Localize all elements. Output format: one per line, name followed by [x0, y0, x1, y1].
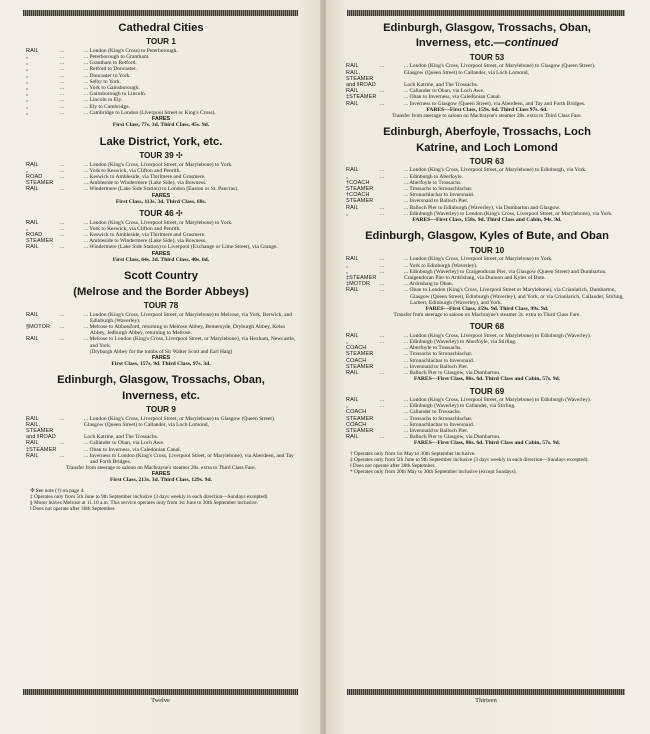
travel-mode: STEAMER	[346, 363, 374, 370]
fares-label: FARES	[151, 471, 171, 478]
leader-dots: ...	[380, 403, 385, 410]
tour-number: TOUR 1	[146, 37, 176, 47]
route-description: ... Ambleside to Windermere (Lake Side), via Bowness.	[84, 180, 207, 187]
travel-mode: RAIL	[26, 161, 39, 168]
route-description: ... Stronachlachar to Inversnaid.	[404, 357, 475, 364]
footnote: § Motor leaves Melrose at 11.10 a.m. This service operates only from 1st June to 30th September inclusive.	[30, 499, 258, 506]
travel-mode: ‡STEAMER	[26, 446, 57, 453]
route-row	[26, 186, 296, 192]
travel-mode: RAIL	[346, 100, 359, 107]
route-description: ... London (King's Cross, Liverpool Street, or Marylebone) to Melrose, via York, Berwick, and Edinburgh (Waverley).	[84, 311, 293, 324]
route-description: ... Windermere (Lake Side Station) to London (Euston or St. Pancras).	[84, 186, 239, 193]
right-page-content	[346, 22, 628, 475]
leader-dots: ...	[380, 262, 385, 269]
travel-mode: „	[26, 66, 28, 73]
section-spacer	[26, 263, 296, 270]
fares-line: FARES—First Class, 159s. 6d. Third Class 97s. 6d.	[426, 106, 548, 113]
route-row	[26, 336, 296, 348]
route-row	[26, 324, 296, 336]
page-number: Twelve	[151, 697, 170, 704]
route-description: ... London (King's Cross, Liverpool Street, or Marylebone) to Glasgow (Queen Street).	[84, 415, 276, 422]
travel-mode: RAIL	[346, 63, 359, 70]
travel-mode: „	[26, 167, 28, 174]
travel-mode: STEAMER	[346, 198, 374, 205]
leader-dots: ...	[60, 173, 65, 180]
leader-dots: ...	[60, 311, 65, 318]
route-description: Glasgow (Queen Street) to Callander, via Loch Lomond,	[84, 421, 209, 428]
route-description: ... Melrose to London (King's Cross, Liverpool Street, or Marylebone), via Hexham, Newcastle, and York.	[84, 336, 296, 349]
leader-dots: ...	[60, 60, 65, 67]
route-row	[26, 312, 296, 324]
route-description: ... York to Keswick, via Clifton and Penrith.	[84, 167, 181, 174]
section-spacer	[26, 129, 296, 136]
leader-dots: ...	[380, 369, 385, 376]
tour-number: TOUR 53	[469, 52, 505, 62]
section-spacer	[346, 223, 628, 230]
heading-text: Inverness, etc.—	[415, 37, 505, 50]
travel-mode: COACH	[346, 409, 367, 416]
bottom-rule	[347, 689, 625, 695]
route-description: ... Inversnaid to Balloch Pier.	[404, 363, 469, 370]
travel-mode: ‡STEAMER	[346, 94, 377, 101]
travel-mode: ROAD	[26, 232, 43, 239]
route-description: Loch Katrine, and The Trossachs.	[84, 434, 159, 441]
leader-dots: ...	[60, 54, 65, 61]
travel-mode: RAIL	[346, 88, 359, 95]
leader-dots: ...	[380, 434, 385, 441]
section-heading: Lake District, York, etc.	[99, 135, 223, 148]
route-description: ... Edinburgh (Waverley) to Aberfoyle, via Stirling.	[404, 338, 517, 345]
route-description: ... Oban to Inverness, via Caledonian Canal.	[404, 94, 501, 101]
route-description: ... Trossachs to Stronachlachar.	[404, 351, 473, 358]
leader-dots: ...	[380, 287, 385, 294]
heading-text: Inverness, etc.	[122, 389, 200, 402]
travel-mode: RAIL	[26, 415, 39, 422]
route-description: ... Inverness to Glasgow (Queen Street), via Aberdeen, and Tay and Forth Bridges.	[404, 100, 586, 107]
travel-mode: „	[26, 54, 28, 61]
section-heading-line-2	[26, 390, 296, 403]
top-rule	[23, 10, 298, 16]
footnote: ‡ Operates only from 5th June to 9th September inclusive (3 days weekly in each direction—Sundays excepted)	[30, 493, 268, 500]
travel-mode: RAIL	[346, 204, 359, 211]
travel-mode: „	[26, 91, 28, 98]
route-row	[26, 244, 296, 250]
travel-mode: ‡MOTOR	[346, 281, 371, 288]
travel-mode: „	[26, 97, 28, 104]
leader-dots: ...	[60, 167, 65, 174]
section-heading-line-2	[346, 142, 628, 155]
route-description: ... Cambridge to London (Liverpool Street or King's Cross).	[84, 109, 216, 116]
section-heading-line-2	[26, 286, 296, 299]
route-description: Loch Katrine, and The Trossachs.	[404, 81, 479, 88]
travel-mode: RAIL	[26, 452, 39, 459]
tour-number: TOUR 78	[143, 301, 179, 311]
leader-dots: ...	[60, 186, 65, 193]
route-description: ... Callander to Oban, via Loch Awe.	[84, 440, 165, 447]
leader-dots: ...	[60, 66, 65, 73]
fares-label: FARES	[151, 116, 171, 123]
route-description: ... London (King's Cross) to Peterborough.	[84, 47, 178, 54]
route-description: Craigendoran Pier to Ardrishaig, via Dunoon and Kyles of Bute.	[404, 274, 546, 281]
footnote: ‖ Does not operate after 30th September.	[350, 462, 436, 469]
tour-number: TOUR 68	[469, 322, 505, 332]
tour-number: TOUR 46 ✣	[139, 209, 183, 219]
section-heading: Edinburgh, Glasgow, Trossachs, Oban,	[57, 374, 265, 387]
footnote: † Operates only from 1st May to 30th September inclusive.	[350, 450, 476, 457]
route-description: ... London (King's Cross, Liverpool Street, or Marylebone) to Edinburgh (Waverley).	[404, 332, 592, 339]
leader-dots: ...	[60, 47, 65, 54]
travel-mode: „	[26, 72, 28, 79]
route-description: ... Oban to Inverness, via Caledonian Canal.	[84, 446, 181, 453]
travel-mode: „	[346, 403, 348, 410]
top-rule	[347, 10, 625, 16]
route-description: ... York to Gainsborough.	[84, 85, 140, 92]
fares-line: FARES—First Class, 159s. 9d. Third Class, 99s. 9d.	[425, 305, 549, 312]
leader-dots: ...	[380, 173, 385, 180]
heading-continued: continued	[504, 37, 559, 50]
leader-dots: ...	[380, 100, 385, 107]
fares-values: First Class, 157s. 9d. Third Class, 97s. 3d.	[111, 360, 211, 367]
route-description: ... Edinburgh to Aberfoyle.	[404, 173, 464, 180]
leader-dots: ...	[60, 336, 65, 343]
travel-mode: and ‖ROAD	[26, 434, 56, 441]
route-description: ... Keswick to Ambleside, via Thirlmere and Grasmere.	[84, 173, 206, 180]
tour-note: Transfer from steerage to saloon on Macbrayne's steamer 3s. extra to Third Class Fare.	[393, 312, 581, 319]
travel-mode: „	[26, 60, 28, 67]
fares-values: First Class, 77s. 3d. Third Class, 45s. 9d.	[112, 122, 210, 129]
left-page-content	[26, 22, 296, 512]
travel-mode: RAIL	[26, 244, 39, 251]
leader-dots: ...	[60, 452, 65, 459]
fares-label: FARES	[151, 192, 171, 199]
leader-dots: ...	[60, 323, 65, 330]
leader-dots: ...	[60, 91, 65, 98]
section-heading: Cathedral Cities	[118, 22, 204, 34]
travel-mode: STEAMER	[26, 238, 54, 245]
route-row	[346, 101, 628, 107]
right-page	[326, 0, 650, 734]
route-description: ... Aberfoyle to Trossachs.	[404, 345, 462, 352]
travel-mode: COACH	[346, 357, 367, 364]
travel-mode: †COACH	[346, 192, 370, 199]
section-heading: Edinburgh, Aberfoyle, Trossachs, Loch	[383, 126, 591, 139]
travel-mode: „	[26, 85, 28, 92]
leader-dots: ...	[380, 397, 385, 404]
travel-mode: COACH	[346, 345, 367, 352]
travel-mode: STEAMER	[346, 428, 374, 435]
route-description: ... Stronachlachar to Inversnaid.	[404, 192, 475, 199]
section-heading: Edinburgh, Glasgow, Kyles of Bute, and Oban	[365, 230, 609, 243]
leader-dots: ...	[380, 210, 385, 217]
route-description: ... Retford to Doncaster.	[84, 66, 137, 73]
leader-dots: ...	[60, 85, 65, 92]
travel-mode: „	[346, 268, 348, 275]
tour-number: TOUR 63	[469, 157, 505, 166]
tour-note: (Dryburgh Abbey for the tombs of Sir Walter Scott and Earl Haig)	[89, 348, 233, 355]
route-description: ... Balloch Pier to Glasgow, via Dumbarton.	[404, 434, 501, 441]
leader-dots: ...	[60, 161, 65, 168]
section-spacer	[346, 119, 628, 126]
fares-line: FARES—First Class, 158s. 9d. Third Class and Cabin, 94s. 9d.	[412, 217, 562, 224]
leader-dots: ...	[60, 72, 65, 79]
route-description: ... York to Edinburgh (Waverley).	[404, 262, 478, 269]
route-description: ... Oban to London (King's Cross, Liverpool Street or Marylebone), via Crianlarich, Dumbarton, Glasgow (Queen Street), Edinburgh (Waverley), and York, or via Crianlarich, Callander, Stirling, Larbert, Edinburgh (Waverley), and York.	[404, 287, 624, 306]
travel-mode: RAIL	[346, 332, 359, 339]
route-description: ... Windermere (Lake Side Station) to Liverpool (Exchange or Lime Street), via Grange.	[84, 244, 278, 251]
leader-dots: ...	[380, 268, 385, 275]
travel-mode: RAIL	[26, 311, 39, 318]
section-heading: Edinburgh, Glasgow, Trossachs, Oban,	[383, 22, 591, 34]
leader-dots: ...	[380, 332, 385, 339]
route-row	[346, 287, 628, 306]
route-description: ... London (King's Cross, Liverpool Street, or Marylebone) to York.	[404, 256, 553, 263]
travel-mode: COACH	[346, 421, 367, 428]
route-description: ... Ely to Cambridge.	[84, 103, 130, 110]
travel-mode: RAIL	[346, 256, 359, 263]
fares-values: First Class, 213s. 3d. Third Class, 129s. 9d.	[109, 477, 212, 484]
fares-label: FARES	[151, 250, 171, 257]
route-description: ... Stronachlachar to Inversnaid.	[404, 421, 475, 428]
route-description: ... London (King's Cross, Liverpool Street, or Marylebone) to Edinburgh (Waverley).	[404, 397, 592, 404]
route-description: ... Trossachs to Stronachlachar.	[404, 415, 473, 422]
route-description: Glasgow (Queen Street) to Callander, via Loch Lomond,	[404, 69, 529, 76]
travel-mode: RAIL	[26, 219, 39, 226]
section-spacer	[26, 367, 296, 374]
route-description: ... Peterborough to Grantham.	[84, 54, 150, 61]
footnote: ‡ Operates only from 5th June to 9th September inclusive (3 days weekly in each direction—Sundays excepted).	[350, 456, 589, 463]
route-description: ... Ambleside to Windermere (Lake Side), via Bowness.	[84, 238, 207, 245]
route-description: ... Aberfoyle to Trossachs.	[404, 179, 462, 186]
route-description: ... Callander to Oban, via Loch Awe.	[404, 88, 485, 95]
route-description: ... Edinburgh (Waverley) to London (King's Cross, Liverpool Street, or Marylebone), via York.	[404, 210, 613, 217]
left-page	[0, 0, 322, 734]
leader-dots: ...	[60, 232, 65, 239]
leader-dots: ...	[380, 256, 385, 263]
leader-dots	[380, 70, 404, 82]
leader-dots	[60, 422, 84, 434]
route-description: ... Callander to Trossachs.	[404, 409, 461, 416]
route-description: ... Inverness to London (King's Cross, Liverpool Street, or Marylebone), via Aberdeen, and Tay and Forth Bridges.	[84, 452, 294, 466]
travel-mode: †COACH	[346, 179, 370, 186]
leader-dots: ...	[60, 103, 65, 110]
travel-mode: RAIL	[26, 336, 39, 343]
travel-mode: ‡STEAMER	[346, 274, 377, 281]
travel-mode: RAIL	[346, 434, 359, 441]
travel-mode: ROAD	[26, 173, 43, 180]
travel-mode: RAIL	[26, 47, 39, 54]
tour-number: TOUR 9	[146, 405, 176, 415]
travel-mode: and ‖ROAD	[346, 81, 376, 88]
leader-dots: ...	[380, 281, 385, 288]
leader-dots: ...	[60, 109, 65, 116]
leader-dots: ...	[60, 78, 65, 85]
leader-dots: ...	[380, 338, 385, 345]
travel-mode: RAIL	[346, 287, 359, 294]
tour-number: TOUR 10	[469, 245, 505, 255]
route-description: ... Selby to York.	[84, 78, 121, 85]
leader-dots: ...	[380, 63, 385, 70]
fares-label: FARES	[151, 354, 171, 361]
route-description: ... London (King's Cross, Liverpool Street, or Marylebone) to York.	[84, 219, 233, 226]
route-description: ... Lincoln to Ely.	[84, 97, 123, 104]
fares-values: First Class, 64s. 3d. Third Class, 40s. 6d.	[112, 256, 210, 263]
leader-dots: ...	[60, 225, 65, 232]
route-description: ... Edinburgh (Waverley) to Craigendoran Pier, via Glasgow (Queen Street) and Dumbarton.	[404, 268, 607, 275]
travel-mode: „	[346, 338, 348, 345]
leader-dots: ...	[60, 415, 65, 422]
heading-text: Katrine, and Loch Lomond	[416, 141, 558, 154]
route-description: ... Inversnaid to Balloch Pier.	[404, 198, 469, 205]
route-description: ... Gainsborough to Lincoln.	[84, 91, 147, 98]
footnote: * Operates only from 20th May to 30th September inclusive (except Sundays).	[350, 468, 517, 475]
travel-mode: „	[26, 225, 28, 232]
travel-mode: „	[26, 78, 28, 85]
route-description: ... London (King's Cross, Liverpool Street, or Marylebone) to Glasgow (Queen Street).	[404, 63, 596, 70]
travel-mode: §MOTOR	[26, 323, 51, 330]
bottom-rule	[23, 689, 298, 695]
tour-note: Transfer from steerage to saloon on Macbrayne's steamer 20s. extra to Third Class Fare.	[66, 465, 256, 472]
leader-dots: ...	[60, 219, 65, 226]
tour-number: TOUR 39 ✣	[139, 151, 183, 161]
travel-mode: RAIL, STEAMER	[346, 69, 374, 82]
route-row	[26, 453, 296, 465]
travel-mode: RAIL	[26, 440, 39, 447]
route-row	[346, 70, 628, 82]
leader-dots: ...	[380, 167, 385, 174]
route-description: ... Doncaster to York.	[84, 72, 131, 79]
section-heading-line-2	[346, 37, 628, 50]
fares-line: FARES—First Class, 86s. 6d. Third Class and Cabin, 57s. 9d.	[413, 376, 561, 383]
tour-note: Transfer from steerage to saloon on Macbrayne's steamer 28s. extra to Third Class Fare.	[392, 113, 582, 120]
route-description: ... Trossachs to Stronachlachar.	[404, 186, 473, 193]
route-description: ... Balloch Pier to Glasgow, via Dumbarton.	[404, 369, 501, 376]
route-description: ... London (King's Cross, Liverpool Street, or Marylebone) to Edinburgh, via York.	[404, 167, 587, 174]
page-number: Thirteen	[475, 697, 497, 704]
travel-mode: „	[346, 262, 348, 269]
footnote: ✣ See note (†) on page 4.	[30, 487, 85, 494]
route-description: ... Edinburgh (Waverley) to Callander, via Stirling.	[404, 403, 516, 410]
tour-number: TOUR 69	[469, 386, 505, 396]
travel-mode: „	[346, 173, 348, 180]
route-description: ... Melrose to Abbotsford, returning to Melrose Abbey, Bemersyde, Dryburgh Abbey, Kelso Abbey, Jedburgh Abbey, returning to Melrose.	[84, 323, 286, 337]
travel-mode: RAIL	[346, 167, 359, 174]
leader-dots: ...	[380, 88, 385, 95]
travel-mode: STEAMER	[346, 351, 374, 358]
travel-mode: RAIL	[346, 369, 359, 376]
travel-mode: „	[346, 210, 348, 217]
fares-values: First Class, 113s. 3d. Third Class, 68s.	[115, 198, 207, 205]
footnote: ‖ Does not operate after 30th September.	[30, 505, 116, 512]
route-description: ... York to Keswick, via Clifton and Penrith.	[84, 225, 181, 232]
heading-text: (Melrose and the Border Abbeys)	[73, 285, 249, 298]
route-row	[26, 422, 296, 434]
travel-mode: RAIL	[346, 397, 359, 404]
travel-mode: RAIL	[26, 186, 39, 193]
travel-mode: STEAMER	[346, 186, 374, 193]
leader-dots: ...	[60, 440, 65, 447]
route-description: ... London (King's Cross, Liverpool Street, or Marylebone) to York.	[84, 161, 233, 168]
leader-dots: ...	[60, 97, 65, 104]
travel-mode: STEAMER	[26, 180, 54, 187]
leader-dots: ...	[60, 244, 65, 251]
leader-dots: ...	[380, 204, 385, 211]
travel-mode: „	[26, 109, 28, 116]
section-heading: Scott Country	[124, 270, 198, 283]
route-description: ... Inversnaid to Balloch Pier.	[404, 428, 469, 435]
travel-mode: STEAMER	[346, 415, 374, 422]
fares-line: FARES—First Class, 86s. 6d. Third Class and Cabin, 57s. 9d.	[413, 440, 561, 447]
route-description: ... Ardrishaig to Oban.	[404, 281, 454, 288]
route-description: ... Grantham to Retford.	[84, 60, 137, 67]
route-description: ... Balloch Pier to Edinburgh (Waverley), via Dumbarton and Glasgow.	[404, 204, 561, 211]
travel-mode: „	[26, 103, 28, 110]
travel-mode: RAIL, STEAMER	[26, 421, 54, 435]
route-description: ... Keswick to Ambleside, via Thirlmere and Grasmere.	[84, 232, 206, 239]
